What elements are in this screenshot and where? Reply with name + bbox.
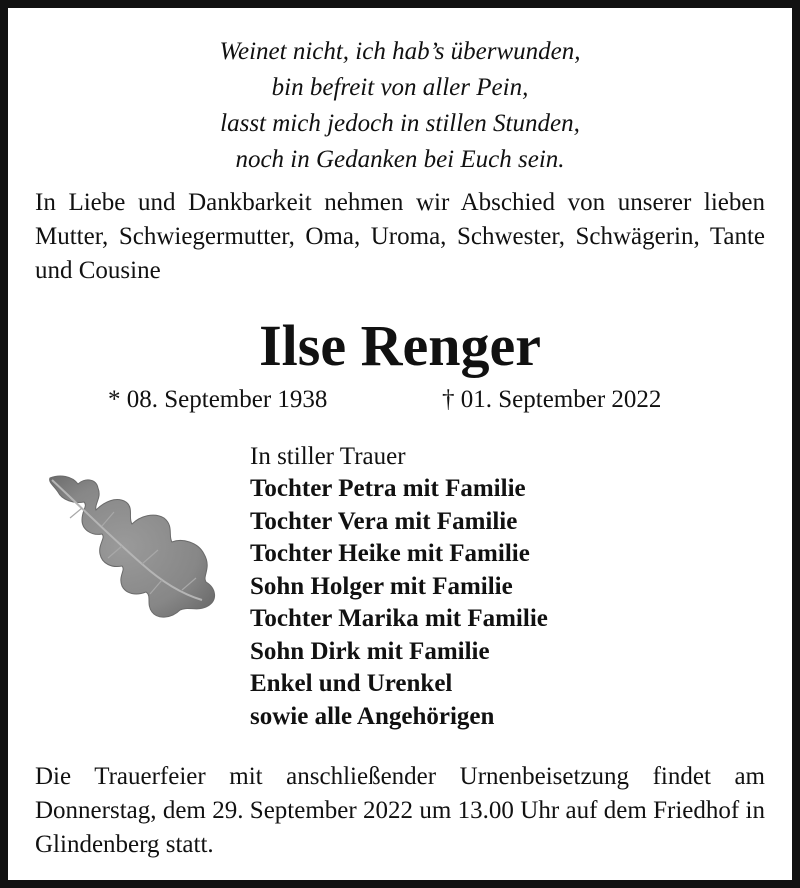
oak-leaf-icon [42, 468, 220, 620]
intro-text: In Liebe und Dankbarkeit nehmen wir Abschied von unserer lieben Mutter, Schwiegermutter, Oma, Uroma, Schwester, Schwägerin, Tante und Cousine [35, 189, 765, 284]
mourner-line: Sohn Holger mit Familie [250, 572, 513, 600]
birth-date: * 08. September 1938 [108, 386, 328, 413]
poem [8, 34, 792, 178]
mourner-line: Tochter Petra mit Familie [250, 475, 526, 502]
mourners-block [250, 441, 548, 733]
death-date: † 01. September 2022 [442, 386, 662, 413]
deceased-name: Ilse Renger [259, 313, 541, 378]
mourner-line: Tochter Heike mit Familie [250, 540, 530, 567]
mourner-line: Tochter Vera mit Familie [250, 507, 518, 535]
mourning-intro: In stiller Trauer [250, 443, 406, 470]
poem-line: Weinet nicht, ich hab’s überwunden, [219, 38, 581, 65]
poem-line: noch in Gedanken bei Euch sein. [235, 146, 565, 173]
poem-line: bin befreit von aller Pein, [271, 74, 529, 101]
mourner-line: sowie alle Angehörigen [250, 702, 495, 730]
poem-line: lasst mich jedoch in stillen Stunden, [220, 110, 580, 137]
mourner-line: Sohn Dirk mit Familie [250, 637, 490, 665]
funeral-details: Die Trauerfeier mit anschließender Urnenbeisetzung findet am Donnerstag, dem 29. September 2022 um 13.00 Uhr auf dem Friedhof in Glindenberg statt. [35, 763, 765, 858]
mourner-line: Enkel und Urenkel [250, 670, 453, 697]
mourner-line: Tochter Marika mit Familie [250, 605, 548, 632]
